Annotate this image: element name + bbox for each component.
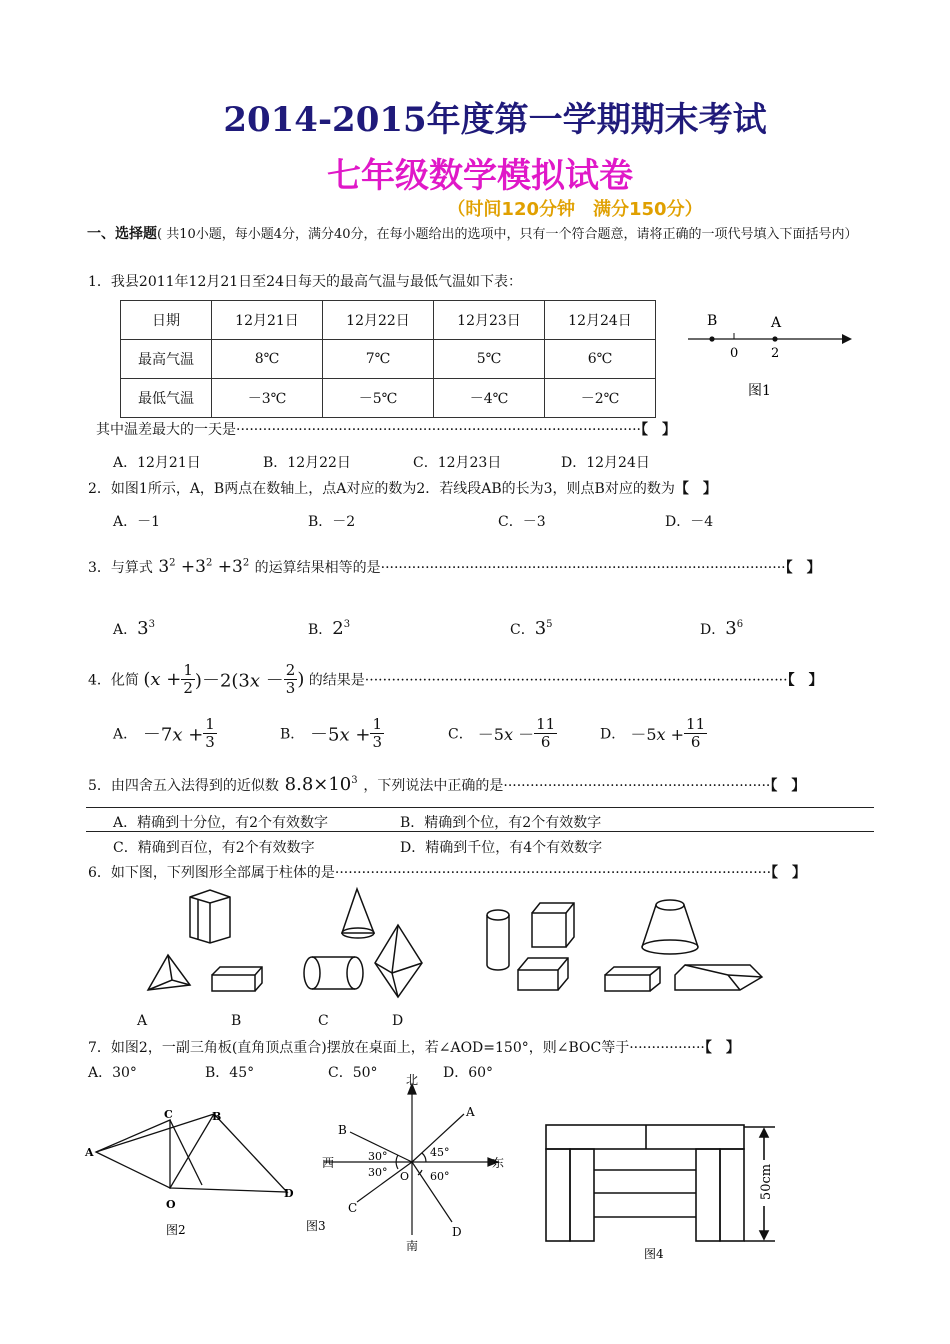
fig2-label-b: B — [212, 1110, 222, 1123]
fig3-angle-60: 60° — [430, 1170, 450, 1183]
q4-text: 4．化简 (x + $\frac{1}{2}$ )－2(3x － $\frac{2}{3}$ ) 的结果是·······························································································【 】 — [88, 661, 823, 697]
fig3-west: 西 — [322, 1156, 335, 1170]
q3-option-c: C．$3^5$ — [510, 618, 553, 639]
q6-text: 6．如下图，下列图形全部属于柱体的是··································································································【 】 — [88, 865, 807, 881]
cuboid-shape — [212, 967, 262, 991]
fig3-angle-30b: 30° — [368, 1166, 388, 1179]
q5-option-d: D．精确到千位，有4个有效数字 — [400, 840, 603, 856]
q2-option-b: B．－2 — [308, 514, 356, 530]
divider — [86, 807, 874, 808]
fig3-angle-30a: 30° — [368, 1150, 388, 1163]
cuboid-shape — [518, 958, 568, 990]
fig2-label-c: C — [164, 1108, 173, 1121]
table-cell: 最高气温 — [121, 340, 212, 379]
answer-bracket: 【 】 — [674, 481, 717, 497]
triangular-prism-shape — [675, 965, 762, 990]
table-cell: 7℃ — [323, 340, 434, 379]
q1-option-c: C．12月23日 — [413, 455, 502, 471]
fig3-south: 南 — [406, 1239, 419, 1253]
table-cell: 12月24日 — [545, 301, 656, 340]
fig3-label-a: A — [466, 1105, 475, 1119]
fig2-label-d: D — [284, 1187, 294, 1200]
shape-label-c: C — [318, 1013, 329, 1029]
section-header — [87, 224, 877, 245]
figure-4-rectangles — [540, 1120, 780, 1260]
fig4-dimension: 50cm — [759, 1163, 774, 1201]
table-cell: 8℃ — [212, 340, 323, 379]
q7-text: 7．如图2，一副三角板(直角顶点重合)摆放在桌面上，若∠AOD=150°，则∠BOC等于·················【 】 — [88, 1040, 740, 1056]
section-desc: ( 共10小题，每小题4分，满分40分，在每小题给出的选项中，只有一个符合题意，请将正确的一项代号填入下面括号内） — [157, 227, 858, 242]
q4-option-d: D． －5x + $\frac{11}{6}$ — [600, 715, 706, 751]
q3-option-d: D．$3^6$ — [700, 618, 744, 639]
q5-option-c: C．精确到百位，有2个有效数字 — [113, 840, 315, 856]
answer-bracket: 【 】 — [770, 778, 806, 794]
time-info: （时间120分钟 满分150分） — [447, 199, 703, 220]
section-label: 一、选择题 — [87, 226, 157, 242]
q3-option-a: A．$3^3$ — [113, 618, 155, 639]
answer-bracket: 【 】 — [787, 672, 823, 689]
fig3-label-b: B — [338, 1123, 347, 1137]
answer-bracket: 【 】 — [704, 1040, 740, 1056]
table-cell: 12月21日 — [212, 301, 323, 340]
table-cell: 12月22日 — [323, 301, 434, 340]
octahedron-shape — [375, 925, 422, 997]
fig4-caption: 图4 — [644, 1247, 664, 1260]
answer-bracket: 【 】 — [640, 422, 676, 438]
fig2-caption: 图2 — [166, 1223, 186, 1237]
fig2-label-o: O — [166, 1198, 176, 1211]
page-title: 2014-2015年度第一学期期末考试 — [223, 100, 767, 140]
frustum-shape — [642, 900, 698, 954]
label-a: A — [771, 315, 782, 331]
q5-option-a: A．精确到十分位，有2个有效数字 — [113, 815, 329, 831]
q2-option-c: C．－3 — [498, 514, 546, 530]
pyramid-shape — [148, 955, 190, 990]
q2-option-d: D．－4 — [665, 514, 714, 530]
answer-bracket: 【 】 — [771, 865, 807, 881]
table-cell: 最低气温 — [121, 379, 212, 418]
fig3-angle-45: 45° — [430, 1146, 450, 1159]
fig3-east: 东 — [492, 1156, 505, 1170]
cube-shape — [532, 903, 574, 947]
table-cell: －4℃ — [434, 379, 545, 418]
figure-1-number-line — [680, 305, 860, 405]
figure-3-compass — [302, 1070, 512, 1260]
solid-shapes-figure — [130, 885, 780, 1005]
fig3-label-c: C — [348, 1201, 358, 1215]
fig3-label-d: D — [452, 1225, 462, 1239]
q4-option-c: C． －5x － $\frac{11}{6}$ — [448, 715, 556, 751]
q7-option-d: D．60° — [443, 1065, 494, 1081]
q7-option-c: C．50° — [328, 1065, 378, 1081]
table-row — [121, 340, 656, 379]
fig3-north: 北 — [406, 1073, 419, 1087]
table-row — [121, 301, 656, 340]
label-zero: 0 — [730, 346, 739, 361]
q1-text: 1．我县2011年12月21日至24日每天的最高气温与最低气温如下表： — [88, 274, 522, 290]
table-cell: 6℃ — [545, 340, 656, 379]
q3-option-b: B．$2^3$ — [308, 618, 351, 639]
point-a — [772, 336, 777, 341]
cone-shape — [342, 889, 374, 938]
shape-label-d: D — [392, 1013, 404, 1029]
divider — [86, 831, 874, 832]
cylinder-shape — [304, 957, 363, 989]
page-subtitle: 七年级数学模拟试卷 — [327, 156, 633, 196]
q5-option-b: B．精确到个位，有2个有效数字 — [400, 815, 602, 831]
table-cell: －2℃ — [545, 379, 656, 418]
table-cell: 5℃ — [434, 340, 545, 379]
cuboid-shape — [605, 967, 660, 991]
table-cell: －5℃ — [323, 379, 434, 418]
fig3-label-o: O — [400, 1170, 410, 1183]
fig3-caption: 图3 — [306, 1219, 326, 1233]
q2-text: 2．如图1所示，A，B两点在数轴上，点A对应的数为2．若线段AB的长为3，则点B对应的数为【 】 — [88, 481, 717, 497]
q7-option-a: A．30° — [88, 1065, 137, 1081]
answer-bracket: 【 】 — [785, 560, 821, 576]
shape-label-a: A — [137, 1013, 148, 1029]
table-cell: 12月23日 — [434, 301, 545, 340]
q1-question: 其中温差最大的一天是···························································································【 】 — [96, 422, 676, 438]
q7-option-b: B．45° — [205, 1065, 255, 1081]
figure-2-triangles — [82, 1100, 302, 1240]
q1-option-b: B．12月22日 — [263, 455, 351, 471]
q1-option-a: A．12月21日 — [113, 455, 201, 471]
temperature-table — [120, 300, 656, 418]
cylinder-shape — [487, 910, 509, 970]
label-two: 2 — [771, 346, 780, 361]
table-cell: 日期 — [121, 301, 212, 340]
q4-option-b: B． －5x + $\frac{1}{3}$ — [280, 715, 382, 751]
table-row — [121, 379, 656, 418]
hexagonal-prism-shape — [190, 890, 230, 943]
q2-option-a: A．－1 — [113, 514, 161, 530]
q3-text: 3．与算式 $3^2 +3^2 +3^2$ 的运算结果相等的是···························································································【 】 — [88, 557, 821, 577]
fig1-caption: 图1 — [748, 383, 771, 399]
q4-option-a: A． －7x + $\frac{1}{3}$ — [113, 715, 215, 751]
fig2-label-a: A — [85, 1146, 94, 1159]
table-cell: －3℃ — [212, 379, 323, 418]
label-b: B — [707, 313, 718, 329]
point-b — [709, 336, 714, 341]
shape-label-b: B — [231, 1013, 242, 1029]
q1-option-d: D．12月24日 — [561, 455, 650, 471]
q5-text: 5．由四舍五入法得到的近似数 $8.8\times 10^3$ ，下列说法中正确的是····························································【 】 — [88, 774, 806, 795]
